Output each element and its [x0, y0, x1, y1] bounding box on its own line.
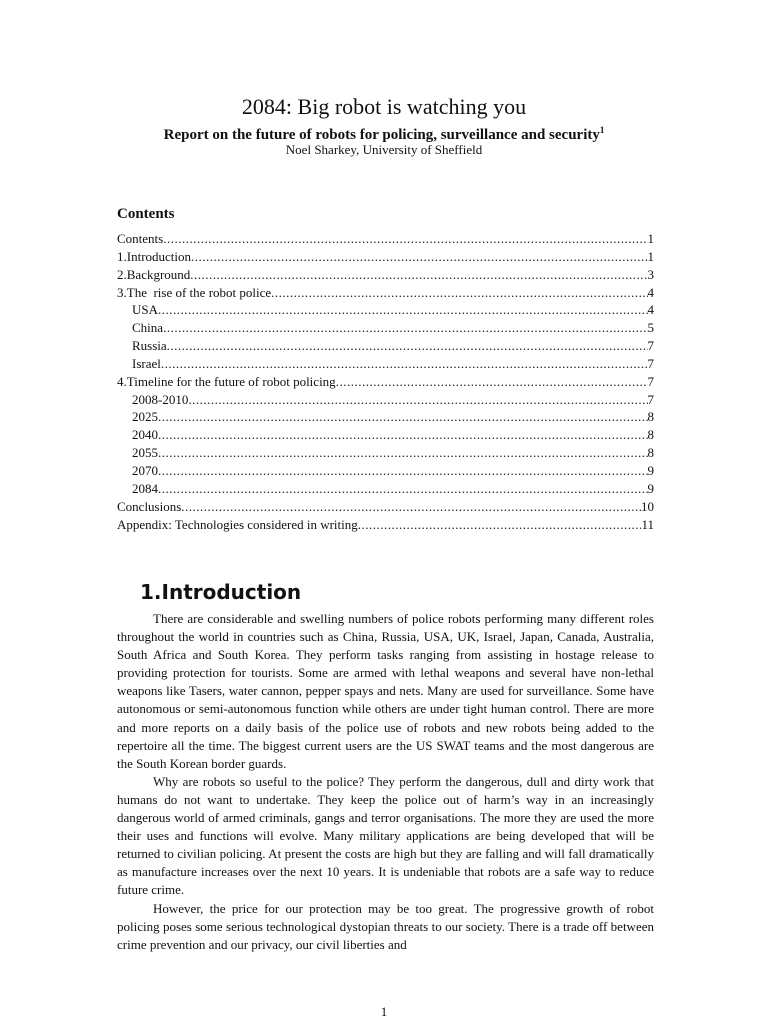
toc-entry[interactable]: 4.Timeline for the future of robot policing ..... 7 [117, 373, 654, 391]
toc-subentry[interactable]: USA ..... 4 [117, 301, 654, 319]
body-paragraph: There are considerable and swelling numbers of police robots performing many different roles throughout the world in countries such as China, Russia, USA, UK, Israel, Japan, Canada, Australia, South Africa and South Korea. They perform tasks ranging from assisting in hostage release to providing protection for tourists. Some are armed with lethal weapons and several have non-lethal weapons like Tasers, water cannon, pepper spays and nets. Many are used for surveillance. Some have autonomous or semi-autonomous function while others are under tight human control. There are more and more reports on a daily basis of the police use of robots and new robots being added to the repertoire all the time. The biggest current users are the US SWAT teams and the most dangerous are the South Korean border guards. [117, 611, 654, 771]
body-paragraph: Why are robots so useful to the police? They perform the dangerous, dull and dirty work that humans do not want to undertake. They keep the police out of harm’s way in an increasingly dangerous world of armed criminals, gangs and terror organisations. The more they are used the more their uses and functions will evolve. Many military applications are being developed that will be returned to civilian policing. At present the costs are high but they are falling and will fall dramatically as manufacture increases over the next 10 years. It is undeniable that robots are a safe way to reduce future crime. [117, 773, 654, 898]
subtitle-text: Report on the future of robots for policing, surveillance and security [163, 127, 600, 143]
body-paragraph: However, the price for our protection may be too great. The progressive growth of robot policing poses some serious technological dystopian threats to our society. There is a trade off between crime prevention and our privacy, our civil liberties and [117, 900, 654, 952]
toc-entry[interactable]: 2.Background ..... 3 [117, 266, 654, 284]
toc-subentry[interactable]: China ..... 5 [117, 319, 654, 337]
page-number: 1 [380, 1004, 388, 1019]
footnote-marker[interactable]: 1 [599, 125, 605, 135]
document-author: Noel Sharkey, University of Sheffield [285, 142, 483, 157]
toc-entry[interactable]: 3.The rise of the robot police ..... 4 [117, 284, 654, 302]
toc-subentry[interactable]: 2084 ..... 9 [117, 480, 654, 498]
introduction-body [117, 610, 654, 954]
toc-subentry[interactable]: Russia ..... 7 [117, 337, 654, 355]
toc-subentry[interactable]: 2070 ..... 9 [117, 462, 654, 480]
toc-subentry[interactable]: 2055 ..... 8 [117, 444, 654, 462]
toc-subentry[interactable]: 2040 ..... 8 [117, 426, 654, 444]
toc-entry[interactable]: 1.Introduction ..... 1 [117, 248, 654, 266]
table-of-contents [117, 230, 654, 533]
toc-subentry[interactable]: 2008-2010 ..... 7 [117, 391, 654, 409]
contents-heading: Contents [117, 206, 175, 222]
toc-subentry[interactable]: 2025 ..... 8 [117, 408, 654, 426]
toc-subentry[interactable]: Israel ..... 7 [117, 355, 654, 373]
toc-entry[interactable]: Appendix: Technologies considered in writing ..... 11 [117, 516, 654, 534]
toc-entry[interactable]: Conclusions ..... 10 [117, 498, 654, 516]
section-heading-introduction: 1.Introduction [140, 580, 302, 604]
toc-entry[interactable]: Contents ..... 1 [117, 230, 654, 248]
document-title: 2084: Big robot is watching you [241, 94, 527, 119]
